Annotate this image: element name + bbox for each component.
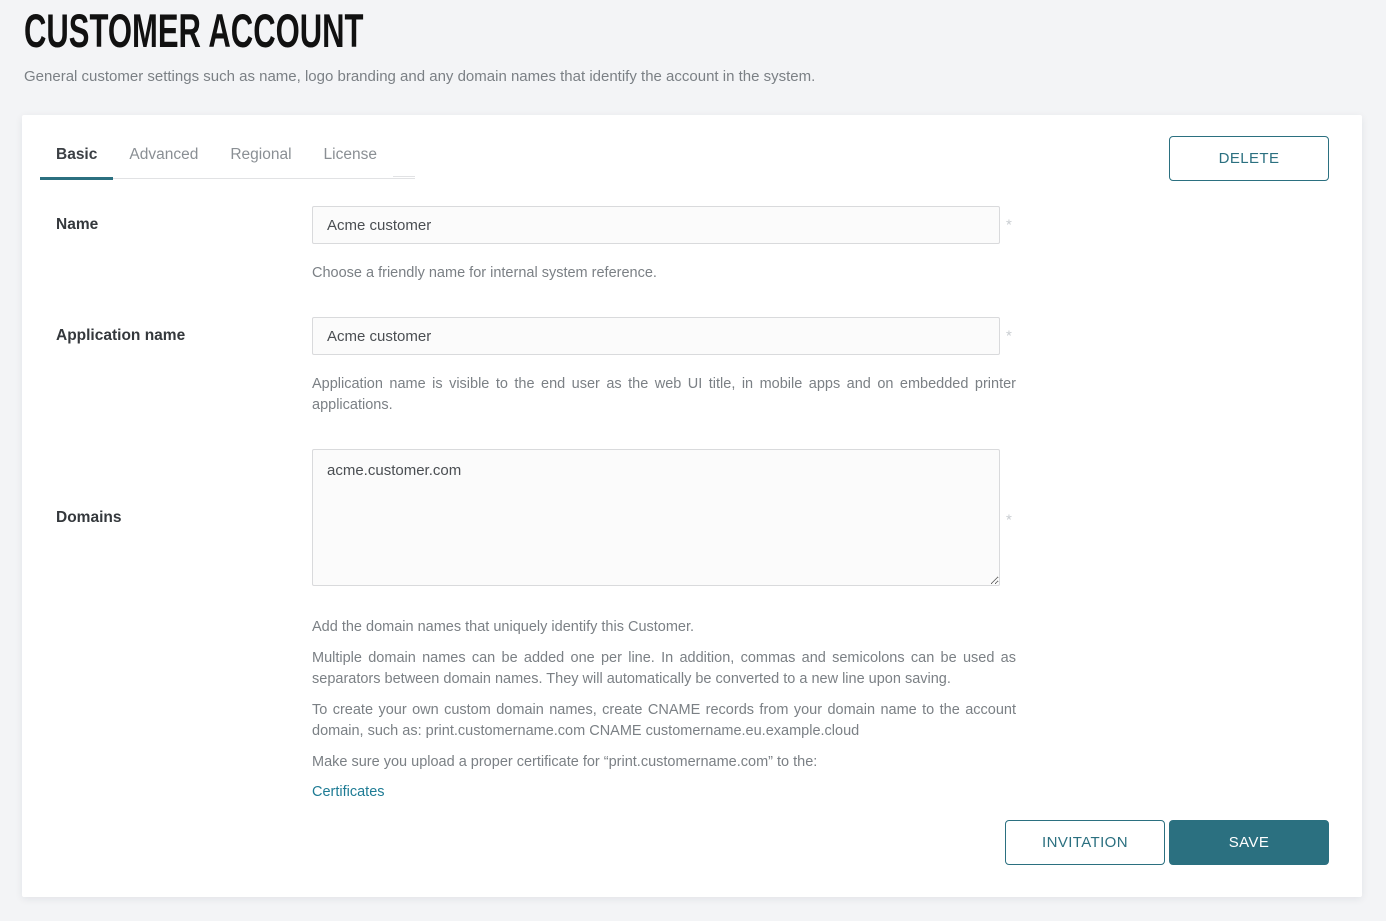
- application-name-required-asterisk: *: [1006, 327, 1012, 345]
- name-input[interactable]: [312, 206, 1000, 244]
- delete-button[interactable]: DELETE: [1169, 136, 1329, 181]
- customer-account-panel: [22, 115, 1362, 897]
- application-name-help-text: Application name is visible to the end user as the web UI title, in mobile apps and on embedded printer applications.: [312, 376, 1016, 413]
- domains-help-paragraph: Add the domain names that uniquely identify this Customer.: [312, 619, 695, 635]
- tabbar-tail: [393, 136, 415, 177]
- name-label: Name: [56, 216, 99, 233]
- tabbar: [40, 136, 415, 179]
- domains-help-block: [312, 617, 1016, 801]
- name-help-text: Choose a friendly name for internal system reference.: [312, 265, 657, 281]
- application-name-row: [56, 317, 1329, 416]
- domains-help-paragraph: Make sure you upload a proper certificate for “print.customername.com” to the:: [312, 754, 818, 770]
- domains-row: [56, 449, 1329, 801]
- domains-required-asterisk: *: [1006, 511, 1012, 529]
- name-required-asterisk: *: [1006, 216, 1012, 234]
- footer-actions: [1005, 820, 1329, 865]
- domains-label: Domains: [56, 508, 122, 526]
- name-row: [56, 206, 1329, 284]
- application-name-input[interactable]: [312, 317, 1000, 355]
- tab-basic[interactable]: Basic: [40, 136, 113, 180]
- save-button[interactable]: SAVE: [1169, 820, 1329, 865]
- invitation-button[interactable]: INVITATION: [1005, 820, 1165, 865]
- tab-license[interactable]: License: [308, 136, 393, 180]
- page-header: [0, 0, 1386, 85]
- domains-help-paragraph: To create your own custom domain names, create CNAME records from your domain name to the account domain, such as: print.customername.com CNAME customername.eu.example.cloud: [312, 702, 1016, 739]
- basic-settings-form: [56, 206, 1329, 801]
- page-subtitle: General customer settings such as name, logo branding and any domain names that identify the account in the system.: [24, 68, 816, 85]
- tabbar-row: [56, 136, 1329, 179]
- tab-regional[interactable]: Regional: [214, 136, 307, 180]
- tab-advanced[interactable]: Advanced: [113, 136, 214, 180]
- certificates-link[interactable]: Certificates: [312, 784, 385, 800]
- page-title: CUSTOMER ACCOUNT: [24, 4, 364, 57]
- application-name-label: Application name: [56, 327, 186, 344]
- domains-help-paragraph: Multiple domain names can be added one per line. In addition, commas and semicolons can be used as separators between domain names. They will automatically be converted to a new line upon saving.: [312, 650, 1016, 687]
- domains-textarea[interactable]: [312, 449, 1000, 586]
